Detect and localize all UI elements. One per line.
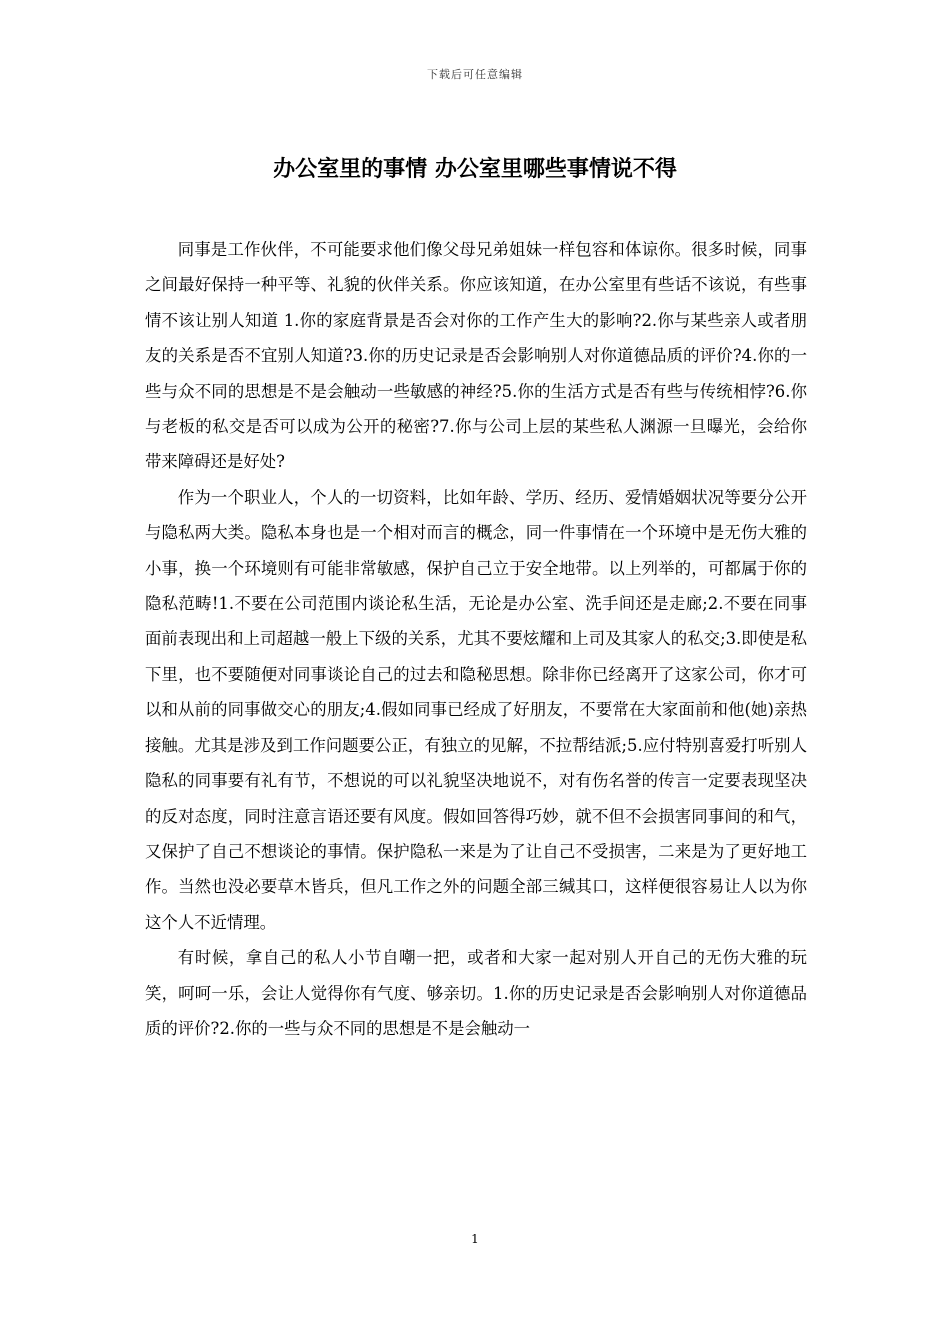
body-paragraph-2: 作为一个职业人，个人的一切资料，比如年龄、学历、经历、爱情婚姻状况等要分公开与隐私两大类。隐私本身也是一个相对而言的概念，同一件事情在一个环境中是无伤大雅的小事，换一个环境则有可能非常敏感，保护自己立于安全地带。以上列举的，可都属于你的隐私范畴!1.不要在公司范围内谈论私生活，无论是办公室、洗手间还是走廊;2.不要在同事面前表现出和上司超越一般上下级的关系，尤其不要炫耀和上司及其家人的私交;3.即使是私下里，也不要随便对同事谈论自己的过去和隐秘思想。除非你已经离开了这家公司，你才可以和从前的同事做交心的朋友;4.假如同事已经成了好朋友，不要常在大家面前和他(她)亲热接触。尤其是涉及到工作问题要公正，有独立的见解，不拉帮结派;5.应付特别喜爱打听别人隐私的同事要有礼有节，不想说的可以礼貌坚决地说不，对有伤名誉的传言一定要表现坚决的反对态度，同时注意言语还要有风度。假如回答得巧妙，就不但不会损害同事间的和气，又保护了自己不想谈论的事情。保护隐私一来是为了让自己不受损害，二来是为了更好地工作。当然也没必要草木皆兵，但凡工作之外的问题全部三缄其口，这样便很容易让人以为你这个人不近情理。: [145, 487, 807, 932]
body-paragraph-3: 有时候，拿自己的私人小节自嘲一把，或者和大家一起对别人开自己的无伤大雅的玩笑，呵呵一乐，会让人觉得你有气度、够亲切。1.你的历史记录是否会影响别人对你道德品质的评价?2.你的一些与众不同的思想是不是会触动一: [145, 948, 807, 1038]
body-paragraph-1: 同事是工作伙伴，不可能要求他们像父母兄弟姐妹一样包容和体谅你。很多时候，同事之间最好保持一种平等、礼貌的伙伴关系。你应该知道，在办公室里有些话不该说，有些事情不该让别人知道 1.你的家庭背景是否会对你的工作产生大的影响?2.你与某些亲人或者朋友的关系是否不宜别人知道?3.你的历史记录是否会影响别人对你道德品质的评价?4.你的一些与众不同的思想是不是会触动一些敏感的神经?5.你的生活方式是否有些与传统相悖?6.你与老板的私交是否可以成为公开的秘密?7.你与公司上层的某些私人渊源一旦曝光，会给你带来障碍还是好处?: [145, 240, 807, 472]
page-number: 1: [471, 1232, 479, 1246]
document-body: [145, 232, 807, 1046]
header-note: 下载后可任意编辑: [427, 68, 523, 81]
document-title: 办公室里的事情 办公室里哪些事情说不得: [273, 157, 677, 182]
